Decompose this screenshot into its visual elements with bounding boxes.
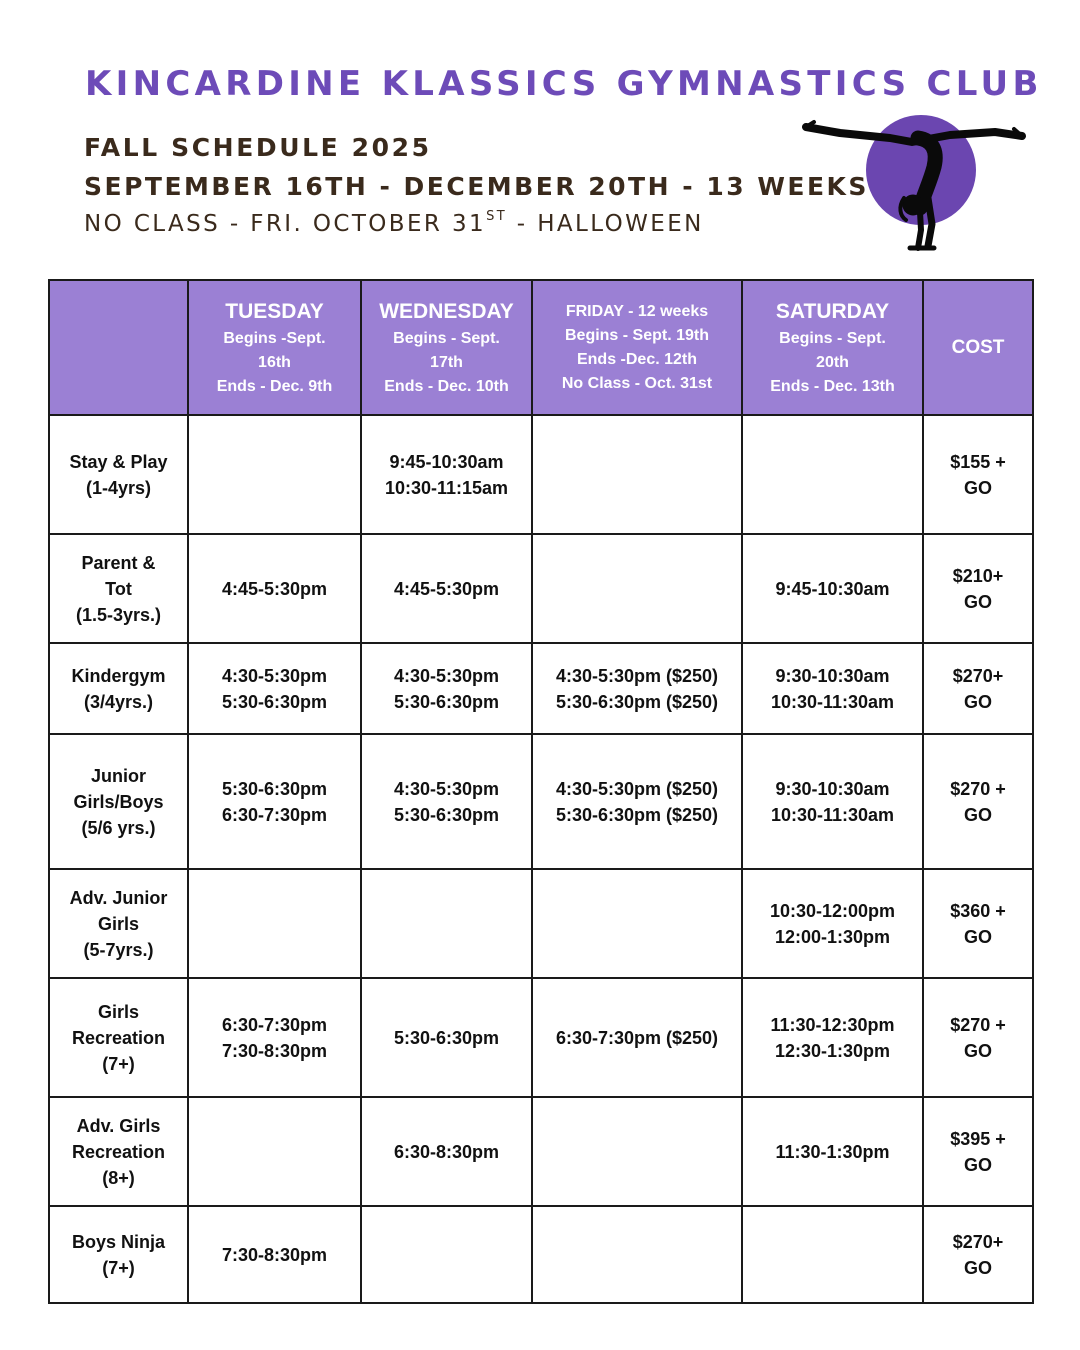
program-cell-line: Recreation (71, 1027, 166, 1048)
saturday-cell-line: 10:30-12:00pm (769, 900, 896, 921)
program-cell-line: Girls (97, 1001, 140, 1022)
cost-cell (923, 415, 1033, 534)
wednesday-cell-line: 4:30-5:30pm (393, 778, 500, 799)
gymnast-logo-icon (800, 112, 1030, 257)
program-cell-line: Stay & Play (69, 451, 168, 472)
table-row (49, 978, 1033, 1097)
saturday-cell-line: 11:30-12:30pm (770, 1014, 895, 1035)
saturday-cell (742, 534, 923, 643)
wednesday-cell-line: 5:30-6:30pm (393, 1027, 500, 1048)
friday-no-class: No Class - Oct. 31st (561, 374, 713, 392)
saturday-cell-line: 10:30-11:30am (770, 804, 895, 825)
program-cell-line: (7+) (102, 1053, 135, 1074)
program-cell-line: Tot (105, 578, 132, 599)
table-row (49, 415, 1033, 534)
saturday-cell-line: 9:30-10:30am (775, 665, 890, 686)
cost-cell (923, 643, 1033, 734)
program-cell-line: Boys Ninja (71, 1231, 166, 1252)
tuesday-cell (188, 869, 361, 978)
cost-cell-line: $155 + (950, 451, 1006, 472)
friday-label: FRIDAY - 12 weeks (565, 302, 709, 320)
tuesday-cell-line: 6:30-7:30pm (221, 1014, 328, 1035)
wednesday-cell-line: 4:30-5:30pm (393, 665, 500, 686)
program-cell (49, 1097, 188, 1206)
friday-begins: Begins - Sept. 19th (564, 326, 710, 344)
wednesday-begins-day: 17th (430, 353, 463, 371)
program-cell-line: Recreation (71, 1141, 166, 1162)
table-row (49, 869, 1033, 978)
cost-cell (923, 534, 1033, 643)
wednesday-label: WEDNESDAY (379, 299, 514, 323)
wednesday-cell (361, 978, 532, 1097)
cost-cell (923, 869, 1033, 978)
no-class-text: NO CLASS - FRI. OCTOBER 31 (84, 211, 487, 237)
wednesday-ends: Ends - Dec. 10th (384, 377, 509, 395)
program-cell-line: (5/6 yrs.) (81, 817, 156, 838)
saturday-cell-line: 10:30-11:30am (770, 691, 895, 712)
cost-cell-line: GO (963, 477, 992, 498)
program-cell (49, 643, 188, 734)
cost-cell-line: $210+ (952, 565, 1004, 586)
friday-cell (532, 869, 742, 978)
cost-cell (923, 1206, 1033, 1303)
cost-cell-line: GO (963, 1040, 992, 1061)
table-row (49, 1097, 1033, 1206)
friday-ends: Ends -Dec. 12th (576, 350, 698, 368)
tuesday-cell-line: 4:30-5:30pm (221, 665, 328, 686)
wednesday-cell-line: 5:30-6:30pm (393, 691, 500, 712)
tuesday-cell (188, 534, 361, 643)
saturday-begins: Begins - Sept. (779, 329, 886, 347)
program-cell-line: (7+) (102, 1257, 135, 1278)
wednesday-cell (361, 415, 532, 534)
program-cell-line: (8+) (102, 1167, 135, 1188)
friday-cell-line: 4:30-5:30pm ($250) (555, 665, 719, 686)
tuesday-cell (188, 734, 361, 869)
wednesday-cell (361, 643, 532, 734)
no-class-reason: - HALLOWEEN (507, 211, 704, 237)
program-cell (49, 869, 188, 978)
cost-cell-line: GO (963, 591, 992, 612)
program-cell-line: Girls (97, 913, 140, 934)
no-class-notice (84, 211, 704, 237)
cost-cell-line: GO (963, 804, 992, 825)
program-cell-line: (5-7yrs.) (83, 939, 154, 960)
tuesday-cell-line: 5:30-6:30pm (221, 778, 328, 799)
tuesday-column-header (188, 280, 361, 415)
cost-cell-line: GO (963, 691, 992, 712)
schedule-table (48, 279, 1034, 1304)
saturday-ends: Ends - Dec. 13th (770, 377, 895, 395)
saturday-cell (742, 869, 923, 978)
wednesday-cell-line: 5:30-6:30pm (393, 804, 500, 825)
program-cell-line: (1.5-3yrs.) (75, 604, 162, 625)
program-cell-line: Adv. Girls (76, 1115, 161, 1136)
schedule-dates: SEPTEMBER 16TH - DECEMBER 20TH - 13 WEEKS (84, 172, 869, 201)
cost-cell (923, 1097, 1033, 1206)
cost-cell-line: $270 + (950, 778, 1006, 799)
cost-cell (923, 734, 1033, 869)
saturday-cell-line: 12:30-1:30pm (774, 1040, 891, 1061)
cost-label: COST (951, 336, 1005, 358)
tuesday-cell-line: 4:45-5:30pm (221, 578, 328, 599)
wednesday-cell (361, 1206, 532, 1303)
wednesday-cell (361, 734, 532, 869)
program-cell (49, 1206, 188, 1303)
table-row (49, 1206, 1033, 1303)
program-cell-line: Parent & (81, 552, 156, 573)
cost-cell-line: GO (963, 1257, 992, 1278)
saturday-cell (742, 415, 923, 534)
cost-cell-line: GO (963, 926, 992, 947)
cost-column-header (923, 280, 1033, 415)
table-row (49, 534, 1033, 643)
wednesday-cell (361, 869, 532, 978)
tuesday-cell (188, 1097, 361, 1206)
wednesday-cell-line: 6:30-8:30pm (393, 1141, 500, 1162)
saturday-label: SATURDAY (775, 299, 890, 323)
cost-cell (923, 978, 1033, 1097)
tuesday-cell (188, 415, 361, 534)
cost-cell-line: GO (963, 1154, 992, 1175)
ordinal-suffix: ST (486, 209, 508, 225)
friday-cell-line: 6:30-7:30pm ($250) (555, 1027, 719, 1048)
club-title: KINCARDINE KLASSICS GYMNASTICS CLUB (85, 64, 1043, 104)
wednesday-begins: Begins - Sept. (393, 329, 500, 347)
tuesday-cell (188, 978, 361, 1097)
tuesday-cell-line: 5:30-6:30pm (221, 691, 328, 712)
friday-cell-line: 5:30-6:30pm ($250) (555, 691, 719, 712)
cost-cell-line: $270+ (952, 1231, 1004, 1252)
tuesday-begins-day: 16th (258, 353, 291, 371)
tuesday-begins: Begins -Sept. (223, 329, 326, 347)
saturday-column-header (742, 280, 923, 415)
wednesday-cell-line: 4:45-5:30pm (393, 578, 500, 599)
tuesday-cell-line: 7:30-8:30pm (221, 1244, 328, 1265)
friday-cell (532, 734, 742, 869)
saturday-cell (742, 978, 923, 1097)
program-cell-line: Junior (90, 765, 146, 786)
wednesday-cell (361, 534, 532, 643)
program-cell-line: Adv. Junior (69, 887, 168, 908)
wednesday-cell-line: 10:30-11:15am (384, 477, 509, 498)
saturday-cell-line: 11:30-1:30pm (775, 1141, 890, 1162)
program-cell (49, 415, 188, 534)
program-cell (49, 534, 188, 643)
program-cell-line: (3/4yrs.) (83, 691, 154, 712)
wednesday-cell (361, 1097, 532, 1206)
program-cell (49, 978, 188, 1097)
cost-cell-line: $395 + (950, 1128, 1006, 1149)
tuesday-cell-line: 6:30-7:30pm (221, 804, 328, 825)
tuesday-ends: Ends - Dec. 9th (216, 377, 333, 395)
cost-cell-line: $270+ (952, 665, 1004, 686)
friday-cell (532, 643, 742, 734)
saturday-cell (742, 1097, 923, 1206)
friday-cell-line: 4:30-5:30pm ($250) (555, 778, 719, 799)
saturday-cell-line: 9:30-10:30am (775, 778, 890, 799)
cost-cell-line: $360 + (950, 900, 1006, 921)
wednesday-cell-line: 9:45-10:30am (389, 451, 504, 472)
program-cell-line: Girls/Boys (73, 791, 164, 812)
friday-cell-line: 5:30-6:30pm ($250) (555, 804, 719, 825)
friday-cell (532, 1097, 742, 1206)
saturday-cell (742, 643, 923, 734)
saturday-cell (742, 734, 923, 869)
saturday-cell-line: 9:45-10:30am (775, 578, 890, 599)
friday-column-header (532, 280, 742, 415)
cost-cell-line: $270 + (950, 1014, 1006, 1035)
program-cell-line: (1-4yrs) (85, 477, 152, 498)
table-row (49, 643, 1033, 734)
friday-cell (532, 415, 742, 534)
tuesday-cell (188, 1206, 361, 1303)
tuesday-cell-line: 7:30-8:30pm (221, 1040, 328, 1061)
program-cell (49, 734, 188, 869)
schedule-season: FALL SCHEDULE 2025 (84, 133, 432, 162)
tuesday-label: TUESDAY (225, 299, 324, 323)
program-column-header (49, 280, 188, 415)
friday-cell (532, 1206, 742, 1303)
saturday-begins-day: 20th (816, 353, 849, 371)
friday-cell (532, 534, 742, 643)
program-cell-line: Kindergym (71, 665, 166, 686)
wednesday-column-header (361, 280, 532, 415)
tuesday-cell (188, 643, 361, 734)
saturday-cell-line: 12:00-1:30pm (774, 926, 891, 947)
header-row (49, 280, 1033, 415)
saturday-cell (742, 1206, 923, 1303)
table-row (49, 734, 1033, 869)
friday-cell (532, 978, 742, 1097)
